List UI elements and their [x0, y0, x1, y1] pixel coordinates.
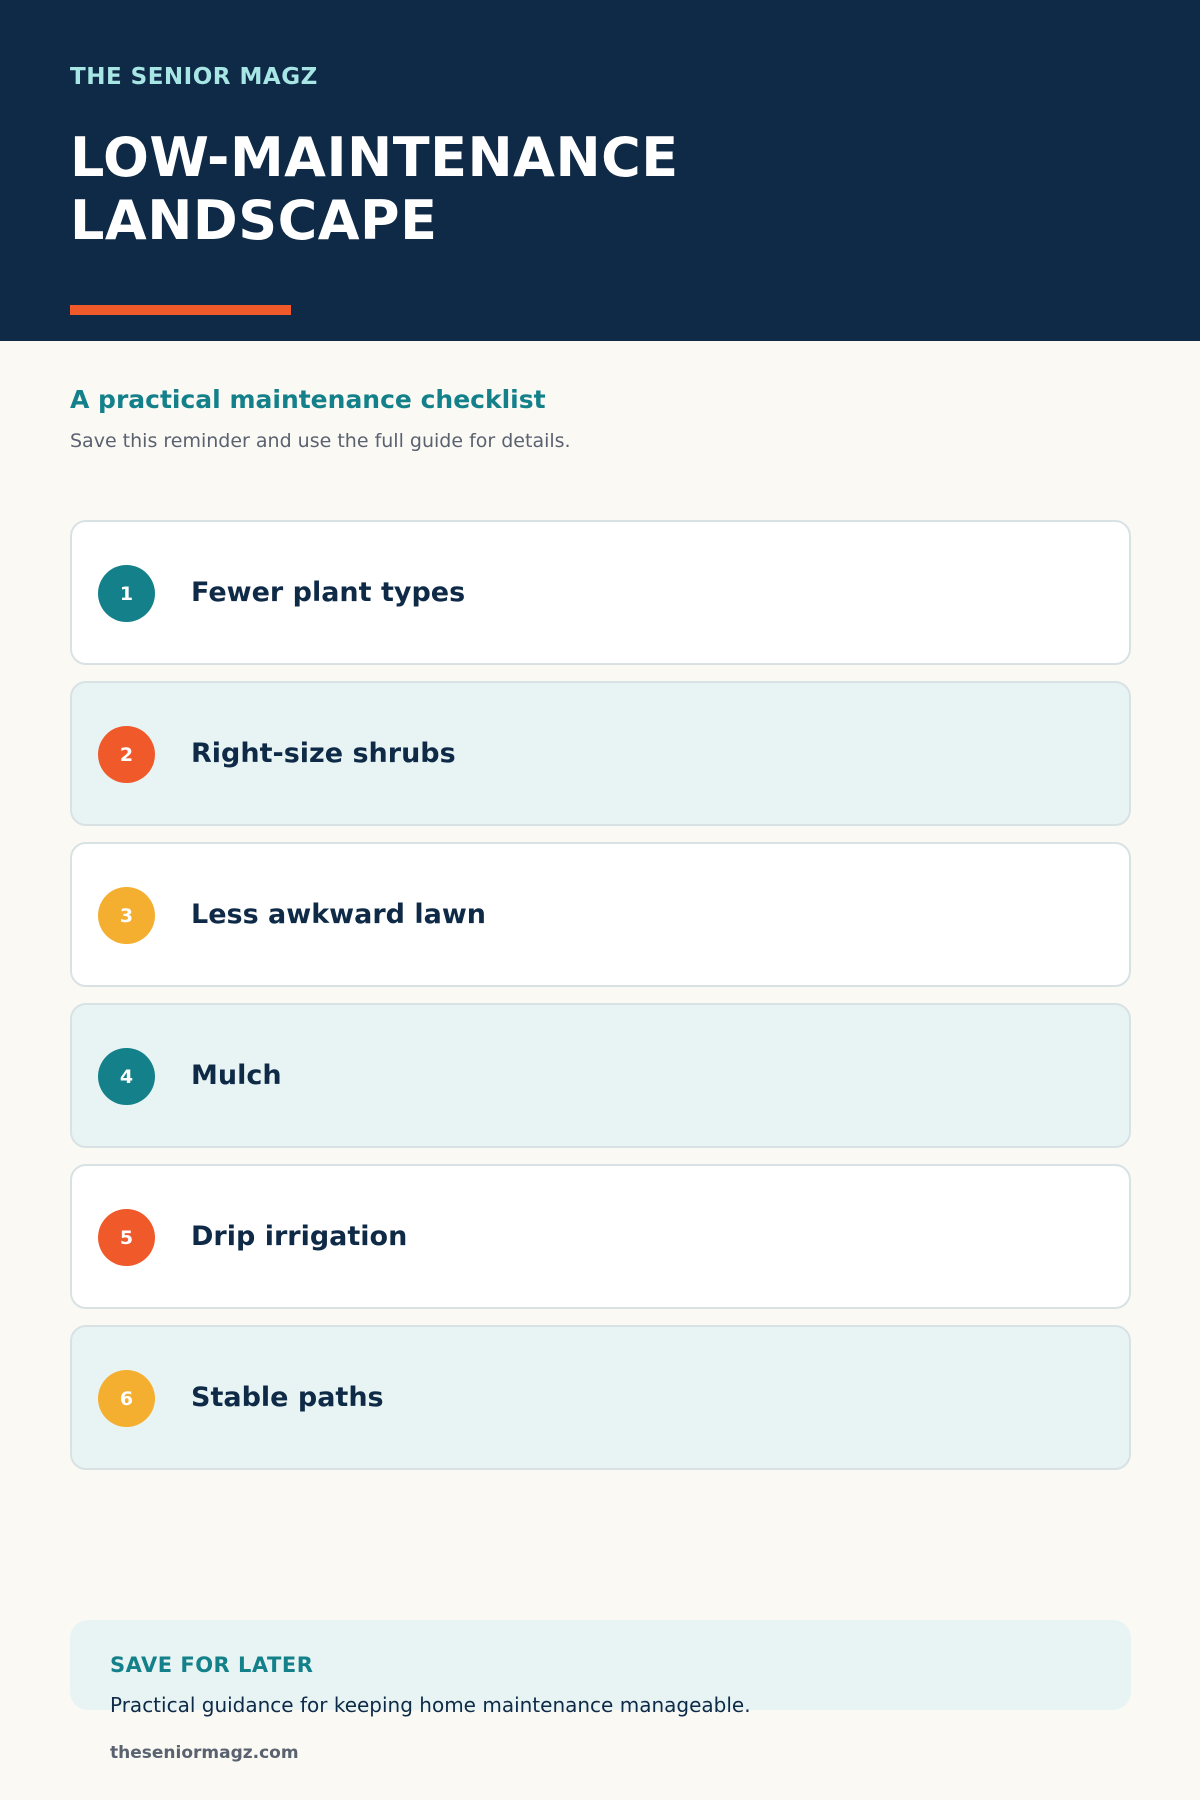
checklist-item-1 — [70, 520, 1131, 665]
checklist-item-4 — [70, 1003, 1131, 1148]
item-number-badge: 3 — [98, 887, 155, 944]
item-label: Right-size shrubs — [191, 738, 456, 769]
item-label: Fewer plant types — [191, 577, 466, 608]
page-title-line-2: LANDSCAPE — [70, 189, 438, 252]
page-title — [70, 126, 679, 252]
item-label: Less awkward lawn — [191, 899, 487, 930]
item-number-badge: 4 — [98, 1048, 155, 1105]
item-label: Stable paths — [191, 1382, 384, 1413]
section-lead: Save this reminder and use the full guide for details. — [70, 430, 571, 452]
item-number-badge: 2 — [98, 726, 155, 783]
footer-website: theseniormagz.com — [110, 1743, 299, 1763]
checklist-item-5 — [70, 1164, 1131, 1309]
accent-bar — [70, 305, 291, 315]
checklist-item-3 — [70, 842, 1131, 987]
page-title-line-1: LOW-MAINTENANCE — [70, 126, 679, 189]
section-subtitle: A practical maintenance checklist — [70, 385, 546, 414]
item-number-badge: 6 — [98, 1370, 155, 1427]
item-number-badge: 5 — [98, 1209, 155, 1266]
footer-text: Practical guidance for keeping home maintenance manageable. — [110, 1693, 751, 1717]
header-banner — [0, 0, 1200, 341]
checklist-item-6 — [70, 1325, 1131, 1470]
footer-heading: SAVE FOR LATER — [110, 1653, 314, 1677]
brand-name: THE SENIOR MAGZ — [70, 64, 318, 90]
item-label: Drip irrigation — [191, 1221, 408, 1252]
checklist-item-2 — [70, 681, 1131, 826]
item-label: Mulch — [191, 1060, 282, 1091]
item-number-badge: 1 — [98, 565, 155, 622]
